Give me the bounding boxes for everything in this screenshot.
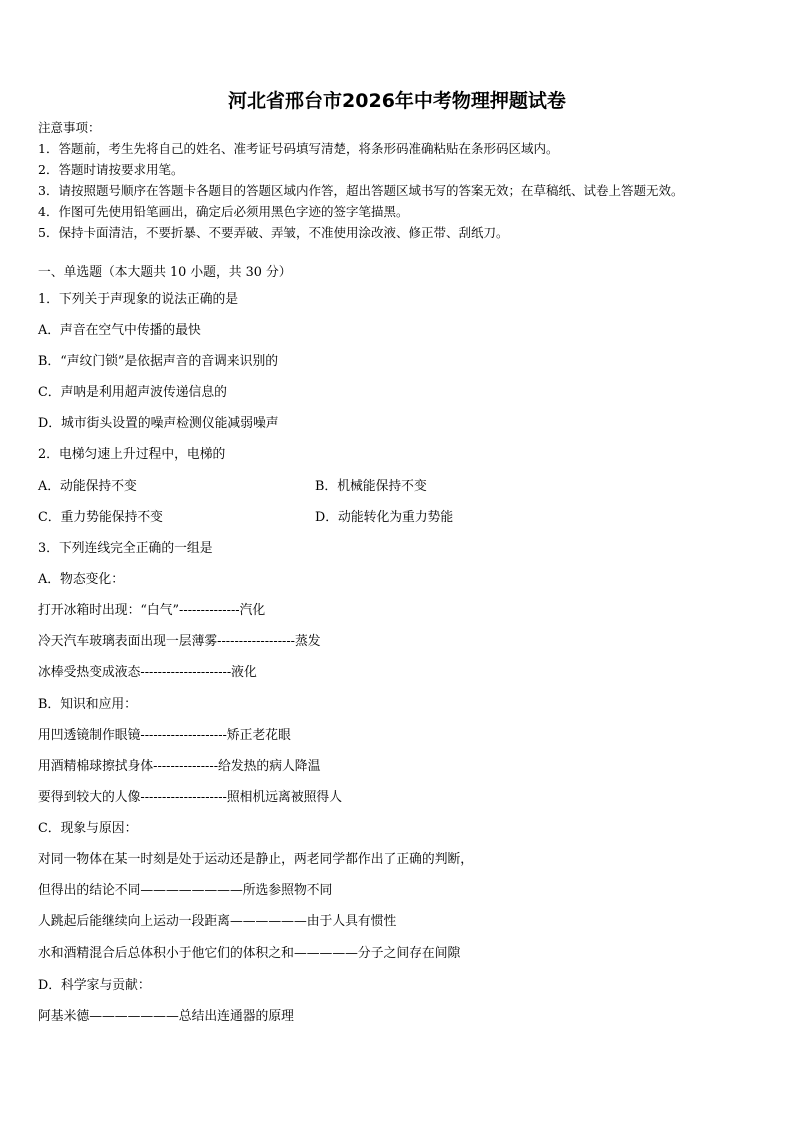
- section-heading: 一、单选题（本大题共 10 小题，共 30 分）: [38, 265, 292, 280]
- notice-item: 5．保持卡面清洁，不要折暴、不要弄破、弄皱，不准使用涂改液、修正带、刮纸刀。: [38, 225, 509, 240]
- question-1-option-b: B．“声纹门锁”是依据声音的音调来识别的: [38, 354, 279, 369]
- question-2-option-a: A．动能保持不变: [38, 479, 137, 494]
- question-3-line: 要得到较大的人像--------------------照相机远离被照得人: [38, 790, 343, 805]
- question-3-line: B．知识和应用：: [38, 697, 137, 712]
- question-2-option-b: B．机械能保持不变: [315, 479, 427, 494]
- notice-item: 2．答题时请按要求用笔。: [38, 162, 184, 177]
- question-3-line: 打开冰箱时出现：“白气”--------------汽化: [38, 603, 266, 618]
- question-3-line: 冷天汽车玻璃表面出现一层薄雾------------------蒸发: [38, 634, 321, 649]
- notice-item: 3．请按照题号顺序在答题卡各题目的答题区域内作答，超出答题区域书写的答案无效；在草稿纸、试卷上答题无效。: [38, 183, 684, 198]
- question-3-line: C．现象与原因：: [38, 821, 138, 836]
- question-3-line: 水和酒精混合后总体积小于他它们的体积之和—————分子之间存在间隙: [38, 946, 461, 961]
- question-3-stem: 3．下列连线完全正确的一组是: [38, 541, 213, 556]
- question-3-line: D．科学家与贡献：: [38, 978, 151, 993]
- question-3-line: 冰棒受热变成液态---------------------液化: [38, 665, 257, 680]
- question-3-line: 人跳起后能继续向上运动一段距离——————由于人具有惯性: [38, 914, 397, 929]
- question-3-line: A．物态变化：: [38, 572, 125, 587]
- question-2-option-c: C．重力势能保持不变: [38, 510, 163, 525]
- question-1-option-c: C．声呐是利用超声波传递信息的: [38, 385, 227, 400]
- question-1-option-a: A．声音在空气中传播的最快: [38, 323, 201, 338]
- question-1-option-d: D．城市街头设置的噪声检测仪能减弱噪声: [38, 416, 279, 431]
- page-title: 河北省邢台市2026年中考物理押题试卷: [228, 90, 566, 112]
- question-3-line: 用酒精棉球擦拭身体---------------给发热的病人降温: [38, 759, 321, 774]
- notice-heading: 注意事项：: [38, 120, 101, 135]
- notice-item: 4．作图可先使用铅笔画出，确定后必须用黑色字迹的签字笔描黑。: [38, 204, 409, 219]
- question-3-line: 对同一物体在某一时刻是处于运动还是静止，两老同学都作出了正确的判断，: [38, 852, 474, 867]
- question-1-stem: 1．下列关于声现象的说法正确的是: [38, 292, 239, 307]
- notice-item: 1．答题前，考生先将自己的姓名、准考证号码填写清楚，将条形码准确粘贴在条形码区域内。: [38, 141, 559, 156]
- question-3-line: 阿基米德———————总结出连通器的原理: [38, 1009, 294, 1024]
- question-3-line: 但得出的结论不同————————所选参照物不同: [38, 883, 333, 898]
- question-2-stem: 2．电梯匀速上升过程中，电梯的: [38, 447, 226, 462]
- question-3-line: 用凹透镜制作眼镜--------------------矫正老花眼: [38, 728, 291, 743]
- question-2-option-d: D．动能转化为重力势能: [315, 510, 454, 525]
